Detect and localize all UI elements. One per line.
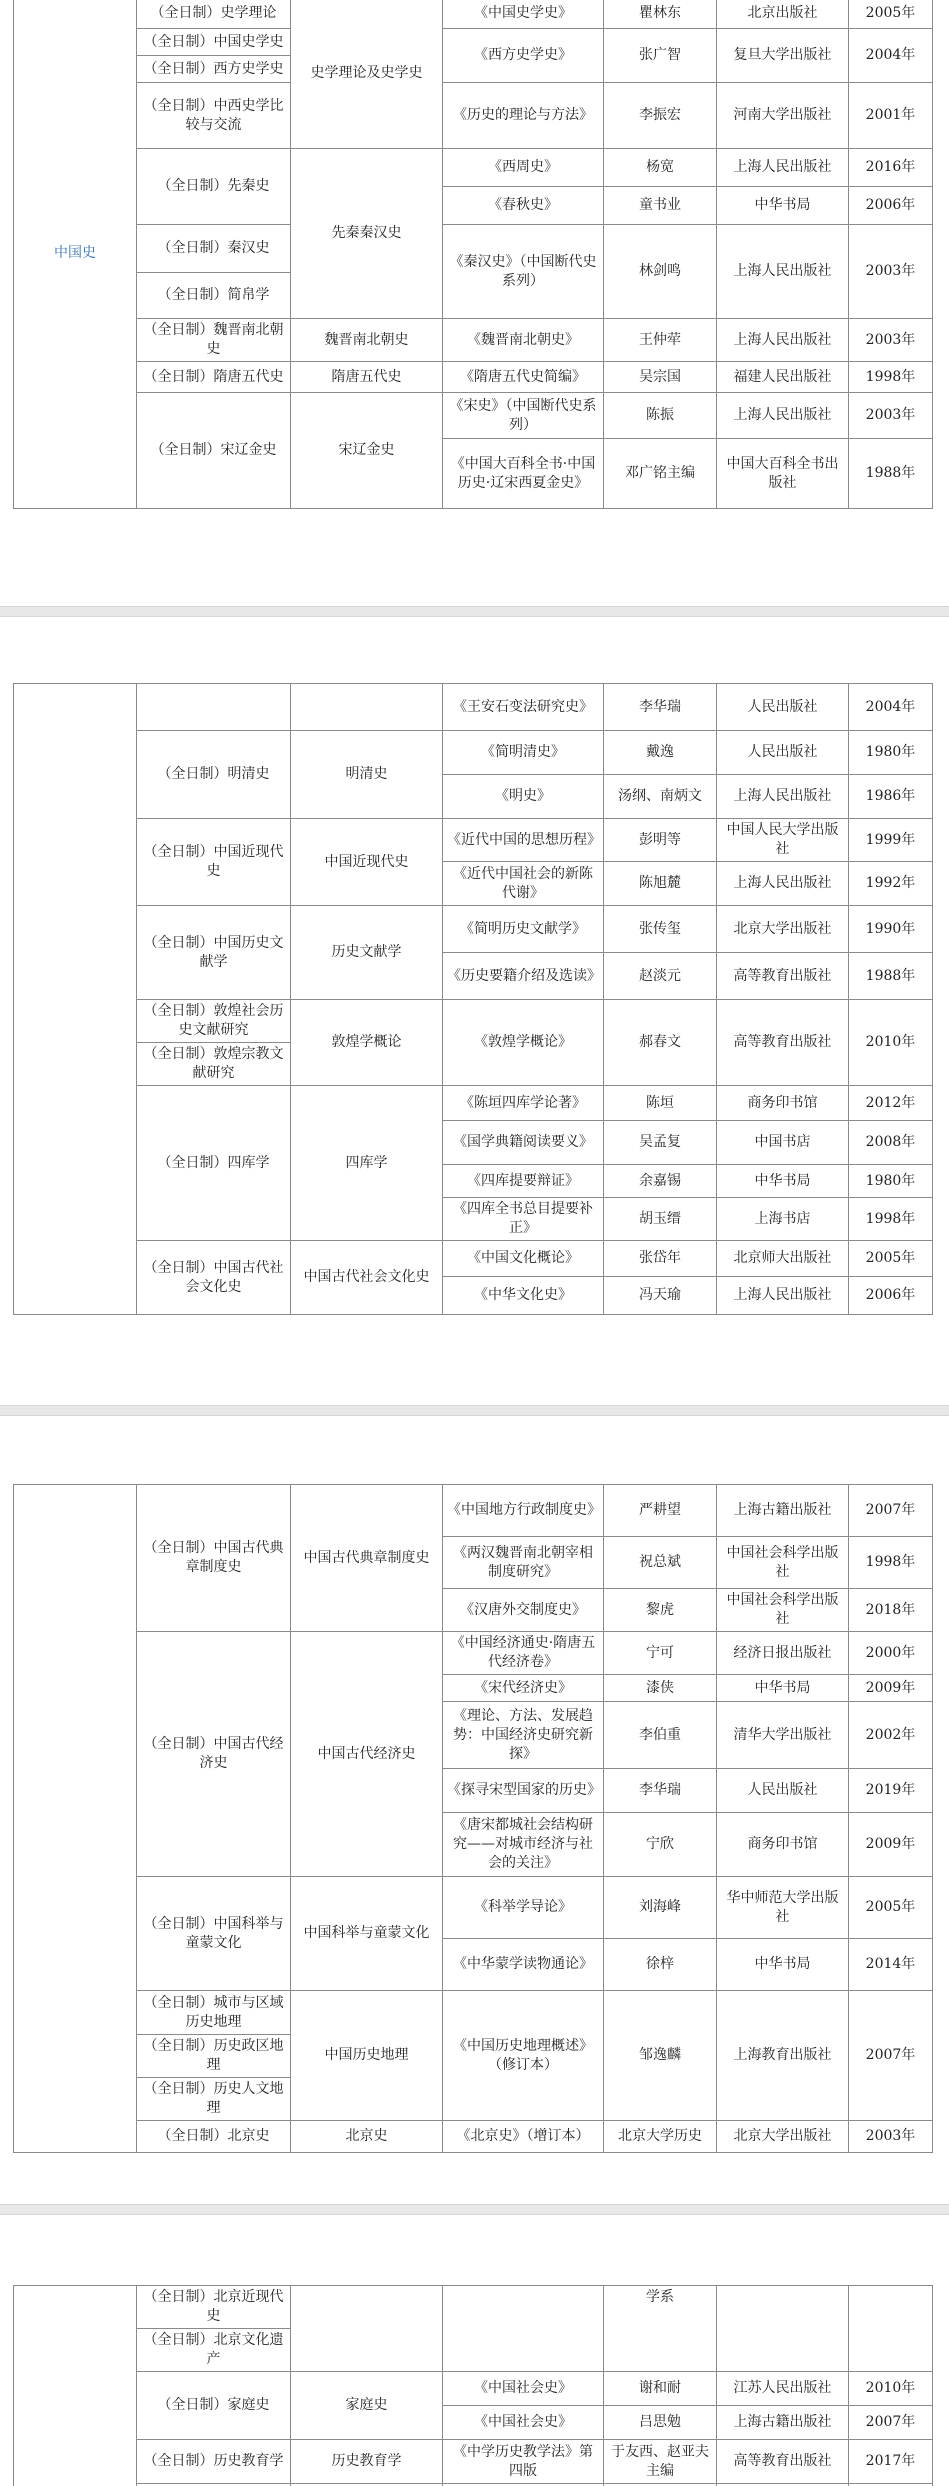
subject-cell: 宋辽金史 [291,393,443,509]
page-2 [0,617,949,1405]
textbook-cell: 《历史的理论与方法》 [443,83,604,149]
author-cell: 吴孟复 [604,1121,717,1165]
author-cell: 宁可 [604,1632,717,1675]
publisher-cell: 中华书局 [717,1675,849,1702]
textbook-cell: 《中国文化概论》 [443,1241,604,1277]
subject-cell: 中国古代典章制度史 [291,1485,443,1632]
publisher-cell: 中国社会科学出版社 [717,1589,849,1632]
textbook-cell: 《陈垣四库学论著》 [443,1086,604,1121]
subject-cell [291,2286,443,2372]
course-cell: （全日制）敦煌社会历史文献研究 [137,1000,291,1043]
subject-cell: 北京史 [291,2121,443,2153]
publisher-cell: 人民出版社 [717,731,849,775]
textbook-cell: 《春秋史》 [443,187,604,225]
textbook-cell: 《王安石变法研究史》 [443,684,604,731]
year-cell: 1988年 [849,953,933,1000]
course-cell: （全日制）先秦史 [137,149,291,225]
publisher-cell: 北京大学出版社 [717,2121,849,2153]
year-cell: 2003年 [849,319,933,362]
textbook-cell: 《秦汉史》（中国断代史系列） [443,225,604,319]
subject-cell: 魏晋南北朝史 [291,319,443,362]
year-cell: 2017年 [849,2440,933,2484]
textbook-cell: 《两汉魏晋南北朝宰相制度研究》 [443,1537,604,1589]
year-cell: 2001年 [849,83,933,149]
textbook-cell: 《宋史》（中国断代史系列） [443,393,604,439]
year-cell: 2009年 [849,1813,933,1877]
author-cell: 李伯重 [604,1702,717,1769]
subject-cell: 四库学 [291,1086,443,1241]
year-cell: 2002年 [849,1702,933,1769]
subject-cell: 中国科举与童蒙文化 [291,1877,443,1991]
textbook-cell: 《近代中国的思想历程》 [443,819,604,862]
year-cell: 2005年 [849,0,933,29]
discipline-cell [14,1485,137,2153]
publisher-cell: 清华大学出版社 [717,1702,849,1769]
publisher-cell: 高等教育出版社 [717,1000,849,1086]
author-cell: 李华瑞 [604,684,717,731]
subject-cell: 敦煌学概论 [291,1000,443,1086]
author-cell: 彭明等 [604,819,717,862]
year-cell: 2006年 [849,1277,933,1315]
author-cell: 冯天瑜 [604,1277,717,1315]
subject-cell: 中国古代社会文化史 [291,1241,443,1315]
textbook-table-1 [13,0,933,509]
textbook-cell: 《魏晋南北朝史》 [443,319,604,362]
year-cell: 2012年 [849,1086,933,1121]
discipline-cell [14,2286,137,2486]
year-cell: 2006年 [849,187,933,225]
textbook-cell: 《敦煌学概论》 [443,1000,604,1086]
year-cell: 2007年 [849,1485,933,1537]
course-cell: （全日制）魏晋南北朝史 [137,319,291,362]
textbook-table-3 [13,1484,933,2153]
textbook-cell: 《四库全书总目提要补正》 [443,1198,604,1241]
course-cell: （全日制）中国古代社会文化史 [137,1241,291,1315]
year-cell: 2018年 [849,1589,933,1632]
textbook-cell: 《中国社会史》 [443,2372,604,2406]
textbook-table-4 [13,2285,933,2486]
textbook-cell: 《探寻宋型国家的历史》 [443,1769,604,1813]
textbook-cell: 《唐宋都城社会结构研究——对城市经济与社会的关注》 [443,1813,604,1877]
publisher-cell: 复旦大学出版社 [717,29,849,83]
course-cell: （全日制）四库学 [137,1086,291,1241]
publisher-cell: 人民出版社 [717,1769,849,1813]
publisher-cell: 上海古籍出版社 [717,1485,849,1537]
publisher-cell: 华中师范大学出版社 [717,1877,849,1939]
publisher-cell: 北京出版社 [717,0,849,29]
course-cell: （全日制）中国古代典章制度史 [137,1485,291,1632]
year-cell: 1998年 [849,1198,933,1241]
publisher-cell: 中国人民大学出版社 [717,819,849,862]
textbook-cell: 《汉唐外交制度史》 [443,1589,604,1632]
subject-cell: 中国历史地理 [291,1991,443,2121]
year-cell: 1986年 [849,775,933,819]
author-cell: 张岱年 [604,1241,717,1277]
author-cell: 王仲荦 [604,319,717,362]
textbook-cell: 《国学典籍阅读要义》 [443,1121,604,1165]
subject-cell: 先秦秦汉史 [291,149,443,319]
course-cell [137,684,291,731]
year-cell: 2004年 [849,29,933,83]
publisher-cell: 中国大百科全书出版社 [717,439,849,509]
course-cell: （全日制）中国古代经济史 [137,1632,291,1877]
year-cell: 1998年 [849,362,933,393]
author-cell: 漆侠 [604,1675,717,1702]
year-cell: 1992年 [849,862,933,906]
year-cell: 2007年 [849,1991,933,2121]
page-separator [0,1405,949,1416]
subject-cell: 隋唐五代史 [291,362,443,393]
year-cell: 2016年 [849,149,933,187]
textbook-cell: 《科举学导论》 [443,1877,604,1939]
textbook-cell: 《宋代经济史》 [443,1675,604,1702]
page-4 [0,2215,949,2486]
textbook-cell: 《中国经济通史·隋唐五代经济卷》 [443,1632,604,1675]
year-cell: 1980年 [849,1165,933,1198]
textbook-cell: 《简明历史文献学》 [443,906,604,953]
textbook-cell: 《中国社会史》 [443,2406,604,2440]
author-cell: 陈振 [604,393,717,439]
author-cell: 学系 [604,2286,717,2372]
author-cell: 赵淡元 [604,953,717,1000]
publisher-cell: 上海人民出版社 [717,225,849,319]
publisher-cell: 商务印书馆 [717,1813,849,1877]
author-cell: 瞿林东 [604,0,717,29]
page-3 [0,1416,949,2204]
year-cell: 2008年 [849,1121,933,1165]
publisher-cell: 上海人民出版社 [717,149,849,187]
subject-cell: 历史教育学 [291,2440,443,2484]
publisher-cell: 上海古籍出版社 [717,2406,849,2440]
author-cell: 刘海峰 [604,1877,717,1939]
publisher-cell: 中华书局 [717,1165,849,1198]
publisher-cell: 中华书局 [717,1939,849,1991]
course-cell: （全日制）明清史 [137,731,291,819]
publisher-cell: 中国书店 [717,1121,849,1165]
course-cell: （全日制）北京文化遗产 [137,2329,291,2372]
author-cell: 北京大学历史 [604,2121,717,2153]
subject-cell: 明清史 [291,731,443,819]
discipline-cell [14,684,137,1315]
textbook-cell: 《西周史》 [443,149,604,187]
course-cell: （全日制）中国科举与童蒙文化 [137,1877,291,1991]
author-cell: 于友西、赵亚夫主编 [604,2440,717,2484]
publisher-cell: 上海人民出版社 [717,862,849,906]
publisher-cell: 福建人民出版社 [717,362,849,393]
course-cell: （全日制）历史政区地理 [137,2035,291,2078]
publisher-cell: 中国社会科学出版社 [717,1537,849,1589]
textbook-cell: 《近代中国社会的新陈代谢》 [443,862,604,906]
publisher-cell: 北京师大出版社 [717,1241,849,1277]
author-cell: 陈垣 [604,1086,717,1121]
textbook-cell: 《隋唐五代史简编》 [443,362,604,393]
subject-cell: 史学理论及史学史 [291,0,443,149]
year-cell: 2007年 [849,2406,933,2440]
publisher-cell: 上海人民出版社 [717,1277,849,1315]
author-cell: 郝春文 [604,1000,717,1086]
author-cell: 张传玺 [604,906,717,953]
publisher-cell: 商务印书馆 [717,1086,849,1121]
author-cell: 谢和耐 [604,2372,717,2406]
subject-cell: 历史文献学 [291,906,443,1000]
year-cell: 2003年 [849,2121,933,2153]
author-cell: 余嘉锡 [604,1165,717,1198]
textbook-cell: 《历史要籍介绍及选读》 [443,953,604,1000]
year-cell: 2010年 [849,1000,933,1086]
page-separator [0,2204,949,2215]
publisher-cell: 上海书店 [717,1198,849,1241]
author-cell: 陈旭麓 [604,862,717,906]
course-cell: （全日制）敦煌宗教文献研究 [137,1043,291,1086]
publisher-cell [717,2286,849,2372]
textbook-cell [443,2286,604,2372]
textbook-cell: 《中国大百科全书·中国历史·辽宋西夏金史》 [443,439,604,509]
year-cell: 2019年 [849,1769,933,1813]
subject-cell: 中国古代经济史 [291,1632,443,1877]
author-cell: 戴逸 [604,731,717,775]
textbook-cell: 《简明清史》 [443,731,604,775]
author-cell: 胡玉缙 [604,1198,717,1241]
publisher-cell: 江苏人民出版社 [717,2372,849,2406]
year-cell: 1988年 [849,439,933,509]
author-cell: 徐梓 [604,1939,717,1991]
year-cell: 2005年 [849,1241,933,1277]
author-cell: 林剑鸣 [604,225,717,319]
subject-cell: 家庭史 [291,2372,443,2440]
course-cell: （全日制）家庭史 [137,2372,291,2440]
publisher-cell: 上海人民出版社 [717,775,849,819]
author-cell: 黎虎 [604,1589,717,1632]
author-cell: 张广智 [604,29,717,83]
textbook-cell: 《西方史学史》 [443,29,604,83]
author-cell: 邹逸麟 [604,1991,717,2121]
course-cell: （全日制）城市与区域历史地理 [137,1991,291,2035]
course-cell: （全日制）北京史 [137,2121,291,2153]
course-cell: （全日制）历史人文地理 [137,2078,291,2121]
subject-cell: 中国近现代史 [291,819,443,906]
textbook-cell: 《中国地方行政制度史》 [443,1485,604,1537]
year-cell: 2005年 [849,1877,933,1939]
year-cell: 2003年 [849,225,933,319]
textbook-cell: 《中学历史教学法》第四版 [443,2440,604,2484]
discipline-cell[interactable]: 中国史 [14,0,137,509]
course-cell: （全日制）北京近现代史 [137,2286,291,2329]
author-cell: 邓广铭主编 [604,439,717,509]
year-cell: 1990年 [849,906,933,953]
author-cell: 祝总斌 [604,1537,717,1589]
course-cell: （全日制）隋唐五代史 [137,362,291,393]
subject-cell [291,684,443,731]
author-cell: 宁欣 [604,1813,717,1877]
year-cell: 1999年 [849,819,933,862]
year-cell: 2009年 [849,1675,933,1702]
year-cell: 2000年 [849,1632,933,1675]
textbook-cell: 《四库提要辩证》 [443,1165,604,1198]
year-cell: 2004年 [849,684,933,731]
textbook-cell: 《中国史学史》 [443,0,604,29]
textbook-cell: 《中华蒙学读物通论》 [443,1939,604,1991]
textbook-cell: 《中国历史地理概述》（修订本） [443,1991,604,2121]
author-cell: 李华瑞 [604,1769,717,1813]
publisher-cell: 经济日报出版社 [717,1632,849,1675]
textbook-cell: 《明史》 [443,775,604,819]
author-cell: 童书业 [604,187,717,225]
year-cell: 1980年 [849,731,933,775]
publisher-cell: 高等教育出版社 [717,2440,849,2484]
author-cell: 汤纲、南炳文 [604,775,717,819]
publisher-cell: 上海人民出版社 [717,393,849,439]
course-cell: （全日制）历史教育学 [137,2440,291,2484]
publisher-cell: 上海教育出版社 [717,1991,849,2121]
year-cell [849,2286,933,2372]
course-cell: （全日制）简帛学 [137,273,291,319]
author-cell: 吴宗国 [604,362,717,393]
year-cell: 1998年 [849,1537,933,1589]
textbook-cell: 《中华文化史》 [443,1277,604,1315]
year-cell: 2014年 [849,1939,933,1991]
page-1 [0,0,949,606]
course-cell: （全日制）史学理论 [137,0,291,29]
course-cell: （全日制）中国史学史 [137,29,291,56]
year-cell: 2010年 [849,2372,933,2406]
publisher-cell: 中华书局 [717,187,849,225]
course-cell: （全日制）西方史学史 [137,56,291,83]
textbook-table-2 [13,683,933,1315]
course-cell: （全日制）秦汉史 [137,225,291,273]
author-cell: 杨宽 [604,149,717,187]
course-cell: （全日制）中西史学比较与交流 [137,83,291,149]
publisher-cell: 河南大学出版社 [717,83,849,149]
course-cell: （全日制）中国历史文献学 [137,906,291,1000]
author-cell: 李振宏 [604,83,717,149]
publisher-cell: 上海人民出版社 [717,319,849,362]
page-separator [0,606,949,617]
course-cell: （全日制）中国近现代史 [137,819,291,906]
author-cell: 严耕望 [604,1485,717,1537]
author-cell: 吕思勉 [604,2406,717,2440]
publisher-cell: 高等教育出版社 [717,953,849,1000]
course-cell: （全日制）宋辽金史 [137,393,291,509]
publisher-cell: 北京大学出版社 [717,906,849,953]
textbook-cell: 《理论、方法、发展趋势：中国经济史研究新探》 [443,1702,604,1769]
textbook-cell: 《北京史》（增订本） [443,2121,604,2153]
year-cell: 2003年 [849,393,933,439]
publisher-cell: 人民出版社 [717,684,849,731]
